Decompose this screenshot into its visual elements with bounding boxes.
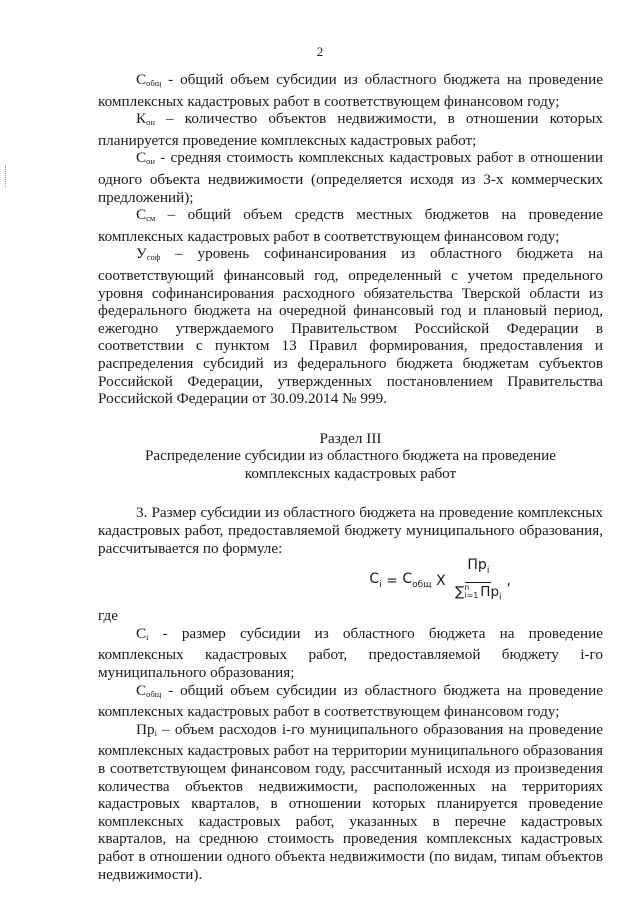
formula-numerator: $Пр_i$	[465, 557, 491, 582]
formula-fraction	[453, 557, 503, 607]
paragraph-3: 3. Размер субсидии из областного бюджета на проведение комплексных кадастровых работ, предоставляемой бюджету муниципального образования, рассчитывается по формуле:	[98, 504, 603, 557]
definition-paragraph: $У_{соф}$ – уровень софинансирования из областного бюджета на соответствующий финансовый год, определенный с учетом предельного уровня софинансирования расходного обязательства Тверской области из федерального бюджета на очередной финансовый год и плановый период, ежегодно утверждаемого Правительством Российской Федерации в соответствии с пунктом 13 Правил формирования, предоставления и распределения субсидий из федерального бюджета бюджетам субъектов Российской Федерации, утвержденных постановлением Правительства Российской Федерации от 30.09.2014 № 999.	[98, 245, 603, 408]
definition-paragraph: $Пр_i$ – объем расходов i-го муниципального образования на проведение комплексных кадастровых работ на территории муниципального образования в соответствующем финансовом году, рассчитанный исходя из произведения количества объектов недвижимости, расположенных на территориях кадастровых кварталов, в отношении которых планируется проведение комплексных кадастровых работ, указанных в перечне кадастровых кварталов, на среднюю стоимость проведения комплексных кадастровых работ в отношении одного объекта недвижимости (по видам, типам объектов недвижимости).	[98, 720, 603, 883]
definitions-bottom	[98, 625, 603, 883]
section-title: Распределение субсидии из областного бюджета на проведение комплексных кадастровых работ	[144, 447, 557, 482]
section-label: Раздел III	[319, 429, 382, 447]
document-body	[98, 71, 603, 883]
where-label: где	[98, 607, 118, 625]
margin-mark	[5, 166, 7, 188]
definition-paragraph: $С_{см}$ – общий объем средств местных бюджетов на проведение комплексных кадастровых работ в соответствующем финансовом году;	[98, 206, 603, 245]
definition-paragraph: $С_i$ - размер субсидии из областного бюджета на проведение комплексных кадастровых работ, предоставляемой бюджету i-го муниципального образования;	[98, 624, 603, 682]
formula-comma: ,	[506, 573, 511, 590]
page-number: 2	[316, 44, 324, 59]
definitions-top	[98, 71, 603, 408]
definition-paragraph: $С_{он}$ - средняя стоимость комплексных кадастровых работ в отношении одного объекта недвижимости (определяется исходя из 3-х коммерческих предложений);	[98, 149, 603, 206]
definition-paragraph: $С_{общ}$ - общий объем субсидии из областного бюджета на проведение комплексных кадастровых работ в соответствующем финансовом году;	[98, 71, 603, 110]
formula-lhs: $C_i$	[369, 570, 382, 590]
formula	[98, 557, 603, 607]
definition-paragraph: $С_{общ}$ - общий объем субсидии из областного бюджета на проведение комплексных кадастровых работ в соответствующем финансовом году;	[98, 681, 603, 721]
definition-paragraph: $К_{он}$ – количество объектов недвижимости, в отношении которых планируется проведение комплексных кадастровых работ;	[98, 110, 603, 149]
formula-denominator: ∑ n i=1 $Пр_i$	[455, 582, 502, 603]
formula-times: X	[431, 573, 451, 590]
formula-total: $C_{общ}$	[402, 570, 432, 590]
formula-equals: =	[381, 573, 403, 590]
